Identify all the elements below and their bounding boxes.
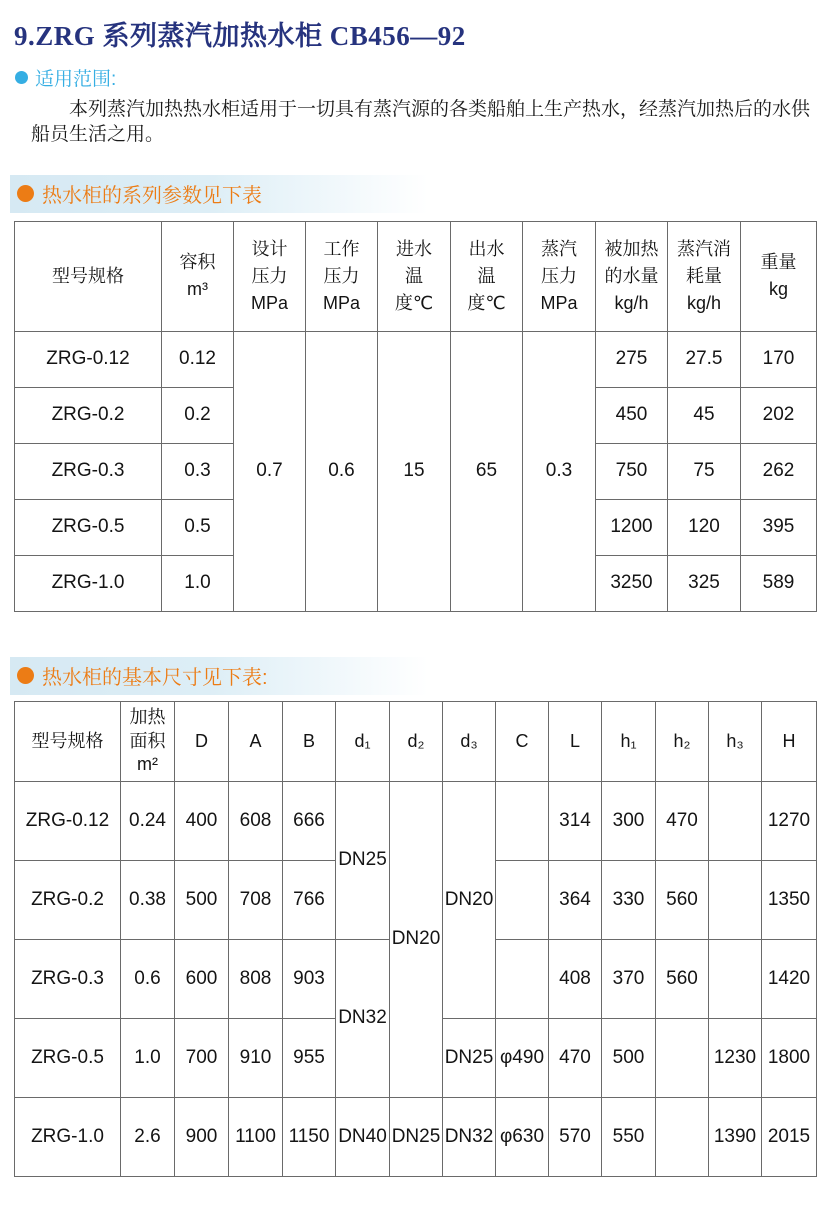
cell-H: 1270 — [762, 781, 817, 860]
cell-steam-consumption: 27.5 — [668, 331, 741, 387]
cell-h2: 560 — [656, 939, 709, 1018]
orange-bullet-icon — [17, 185, 34, 202]
col-header-inlet-temp: 进水 温 度℃ — [378, 221, 451, 331]
cell-weight: 589 — [741, 555, 817, 611]
cell-A: 608 — [229, 781, 283, 860]
cell-B: 955 — [283, 1018, 336, 1097]
cell-D: 900 — [175, 1097, 229, 1176]
cell-volume: 0.12 — [162, 331, 234, 387]
cell-model: ZRG-0.5 — [15, 1018, 121, 1097]
col-header-d1: d₁ — [336, 701, 390, 781]
cell-working-pressure-merged: 0.6 — [306, 331, 378, 611]
cell-steam-pressure-merged: 0.3 — [523, 331, 596, 611]
blue-bullet-icon — [15, 71, 28, 84]
table-row — [15, 781, 817, 860]
cell-A: 808 — [229, 939, 283, 1018]
cell-heated-water: 1200 — [596, 499, 668, 555]
col-header-h1: h₁ — [602, 701, 656, 781]
cell-volume: 0.3 — [162, 443, 234, 499]
cell-steam-consumption: 45 — [668, 387, 741, 443]
cell-D: 500 — [175, 860, 229, 939]
cell-h3 — [709, 939, 762, 1018]
cell-A: 1100 — [229, 1097, 283, 1176]
cell-A: 910 — [229, 1018, 283, 1097]
section-header-basic-dimensions — [10, 657, 450, 695]
cell-h2 — [656, 1018, 709, 1097]
cell-h3 — [709, 860, 762, 939]
cell-h1: 370 — [602, 939, 656, 1018]
cell-C: φ630 — [496, 1097, 549, 1176]
basic-dimensions-table — [14, 701, 817, 1177]
section-title-basic-dimensions: 热水柜的基本尺寸见下表: — [42, 667, 268, 690]
col-header-D: D — [175, 701, 229, 781]
cell-model: ZRG-0.2 — [15, 860, 121, 939]
scope-label: 适用范围: — [35, 68, 117, 90]
cell-h1: 500 — [602, 1018, 656, 1097]
cell-d3: DN32 — [443, 1097, 496, 1176]
cell-volume: 1.0 — [162, 555, 234, 611]
cell-h1: 550 — [602, 1097, 656, 1176]
col-header-weight: 重量 kg — [741, 221, 817, 331]
cell-heated-water: 3250 — [596, 555, 668, 611]
cell-H: 2015 — [762, 1097, 817, 1176]
cell-C — [496, 860, 549, 939]
col-header-working-pressure: 工作 压力 MPa — [306, 221, 378, 331]
scope-section-header — [15, 64, 830, 91]
page-title: 9.ZRG 系列蒸汽加热水柜 CB456—92 — [14, 21, 466, 51]
section-title-series-params: 热水柜的系列参数见下表 — [42, 185, 262, 208]
col-header-steam-pressure: 蒸汽 压力 MPa — [523, 221, 596, 331]
col-header-C: C — [496, 701, 549, 781]
col-header-outlet-temp: 出水 温 度℃ — [451, 221, 523, 331]
cell-h2 — [656, 1097, 709, 1176]
col-header-H: H — [762, 701, 817, 781]
col-header-volume: 容积 m³ — [162, 221, 234, 331]
cell-volume: 0.5 — [162, 499, 234, 555]
cell-heating-area: 0.6 — [121, 939, 175, 1018]
cell-A: 708 — [229, 860, 283, 939]
cell-d1-merged: DN32 — [336, 939, 390, 1097]
cell-d1-merged: DN25 — [336, 781, 390, 939]
cell-H: 1420 — [762, 939, 817, 1018]
col-header-model-spec: 型号规格 — [15, 221, 162, 331]
cell-L: 364 — [549, 860, 602, 939]
cell-heated-water: 450 — [596, 387, 668, 443]
cell-weight: 202 — [741, 387, 817, 443]
col-header-d3: d₃ — [443, 701, 496, 781]
cell-d3: DN25 — [443, 1018, 496, 1097]
cell-h3 — [709, 781, 762, 860]
cell-L: 570 — [549, 1097, 602, 1176]
cell-H: 1800 — [762, 1018, 817, 1097]
cell-C — [496, 781, 549, 860]
cell-h2: 560 — [656, 860, 709, 939]
cell-heating-area: 0.38 — [121, 860, 175, 939]
cell-d2-merged: DN20 — [390, 781, 443, 1097]
col-header-A: A — [229, 701, 283, 781]
cell-model: ZRG-0.12 — [15, 331, 162, 387]
section-header-series-params — [10, 175, 450, 213]
cell-d3-merged: DN20 — [443, 781, 496, 1018]
table-row — [15, 1097, 817, 1176]
cell-weight: 262 — [741, 443, 817, 499]
cell-B: 666 — [283, 781, 336, 860]
cell-heating-area: 0.24 — [121, 781, 175, 860]
page — [0, 20, 830, 1207]
cell-model: ZRG-1.0 — [15, 1097, 121, 1176]
cell-L: 408 — [549, 939, 602, 1018]
col-header-h2: h₂ — [656, 701, 709, 781]
table-row — [15, 331, 817, 387]
cell-model: ZRG-0.5 — [15, 499, 162, 555]
cell-D: 600 — [175, 939, 229, 1018]
cell-model: ZRG-0.3 — [15, 939, 121, 1018]
cell-design-pressure-merged: 0.7 — [234, 331, 306, 611]
cell-H: 1350 — [762, 860, 817, 939]
table1-header-row — [15, 221, 817, 331]
scope-paragraph: 本列蒸汽加热热水柜适用于一切具有蒸汽源的各类船舶上生产热水，经蒸汽加热后的水供 船员生活之用。 — [31, 98, 811, 145]
cell-C — [496, 939, 549, 1018]
cell-outlet-temp-merged: 65 — [451, 331, 523, 611]
col-header-B: B — [283, 701, 336, 781]
cell-model: ZRG-0.2 — [15, 387, 162, 443]
cell-B: 766 — [283, 860, 336, 939]
orange-bullet-icon — [17, 667, 34, 684]
cell-D: 700 — [175, 1018, 229, 1097]
cell-heated-water: 275 — [596, 331, 668, 387]
cell-h3: 1390 — [709, 1097, 762, 1176]
cell-heated-water: 750 — [596, 443, 668, 499]
cell-h3: 1230 — [709, 1018, 762, 1097]
cell-D: 400 — [175, 781, 229, 860]
col-header-design-pressure: 设计 压力 MPa — [234, 221, 306, 331]
cell-L: 314 — [549, 781, 602, 860]
cell-steam-consumption: 325 — [668, 555, 741, 611]
cell-C: φ490 — [496, 1018, 549, 1097]
cell-h2: 470 — [656, 781, 709, 860]
cell-model: ZRG-0.12 — [15, 781, 121, 860]
cell-model: ZRG-0.3 — [15, 443, 162, 499]
cell-weight: 395 — [741, 499, 817, 555]
table2-header-row — [15, 701, 817, 781]
col-header-h3: h₃ — [709, 701, 762, 781]
cell-L: 470 — [549, 1018, 602, 1097]
cell-steam-consumption: 120 — [668, 499, 741, 555]
cell-steam-consumption: 75 — [668, 443, 741, 499]
col-header-model-spec: 型号规格 — [15, 701, 121, 781]
cell-h1: 330 — [602, 860, 656, 939]
cell-B: 1150 — [283, 1097, 336, 1176]
series-params-table — [14, 221, 817, 612]
cell-heating-area: 2.6 — [121, 1097, 175, 1176]
cell-d1: DN40 — [336, 1097, 390, 1176]
cell-volume: 0.2 — [162, 387, 234, 443]
cell-d2: DN25 — [390, 1097, 443, 1176]
cell-weight: 170 — [741, 331, 817, 387]
col-header-steam-consumption: 蒸汽消 耗量 kg/h — [668, 221, 741, 331]
col-header-heated-water: 被加热 的水量 kg/h — [596, 221, 668, 331]
cell-inlet-temp-merged: 15 — [378, 331, 451, 611]
col-header-heating-area: 加热 面积 m² — [121, 701, 175, 781]
col-header-d2: d₂ — [390, 701, 443, 781]
cell-model: ZRG-1.0 — [15, 555, 162, 611]
cell-h1: 300 — [602, 781, 656, 860]
cell-B: 903 — [283, 939, 336, 1018]
col-header-L: L — [549, 701, 602, 781]
cell-heating-area: 1.0 — [121, 1018, 175, 1097]
